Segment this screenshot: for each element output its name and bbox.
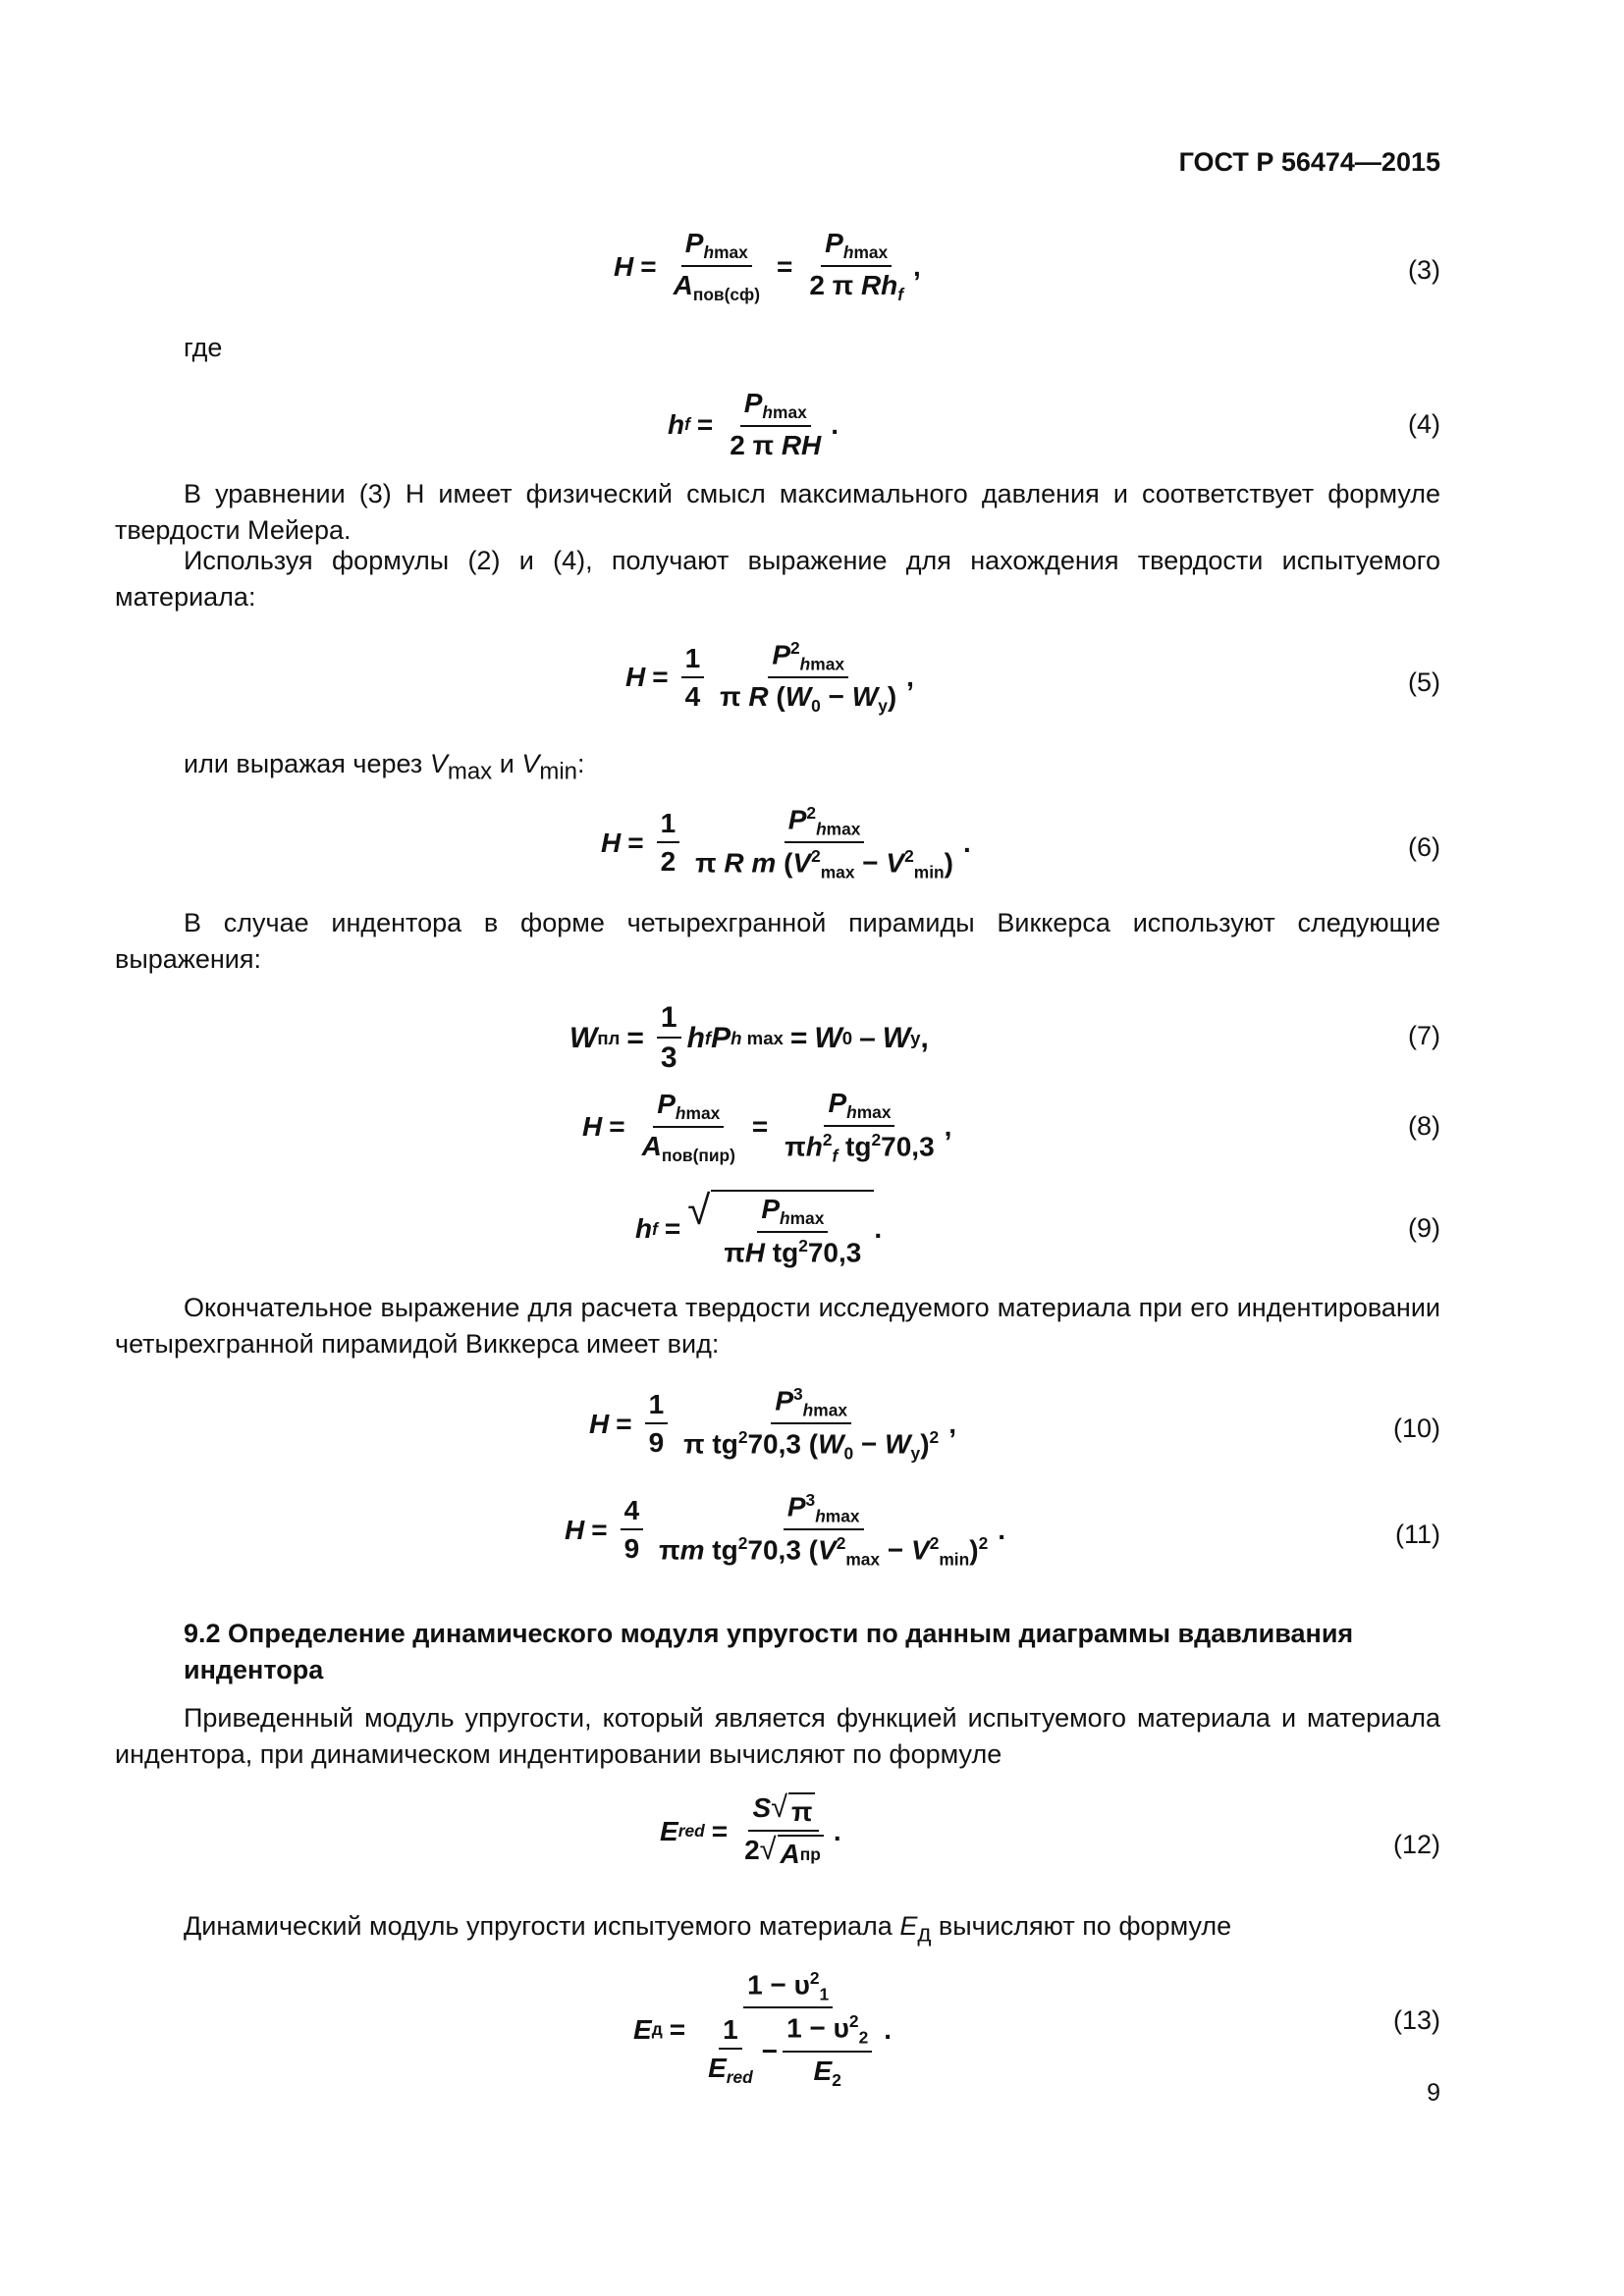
p7-tail: вычисляют по формуле (938, 1911, 1232, 1941)
section-heading-9-2: 9.2 Определение динамического модуля упругости по данным диаграммы вдавливания индентора (184, 1619, 1354, 1684)
v-symbol: V (521, 749, 540, 778)
equation-number: (8) (1408, 1111, 1440, 1141)
paragraph-dynamic-modulus (184, 1908, 1440, 1951)
formula-8: H = $P_{hmax}$ $A_{пов(пир)}$ = $P_{hmax}$ $\pi h^2_f$ $tg^270,3$ , (582, 1088, 952, 1166)
paragraph-using-formulas: Используя формулы (2) и (4), получают выражение для нахождения твердости испытуемого материала: (115, 546, 1440, 612)
v-symbol: V (429, 749, 448, 778)
formula-7: W пл = $\frac{1}{3}$ h f P h max = W 0 – W у , (569, 1001, 929, 1074)
equation-number: (3) (1408, 255, 1440, 285)
e-subscript: д (917, 1920, 932, 1948)
min-subscript: min (539, 758, 577, 785)
paragraph-vickers: В случае индентора в форме четырехгранной пирамиды Виккерса используют следующие выражения: (115, 908, 1440, 974)
equation-number: (12) (1392, 1830, 1440, 1859)
equation-number: (6) (1408, 832, 1440, 862)
equation-number: (10) (1392, 1414, 1440, 1443)
max-subscript: max (447, 758, 493, 785)
e-symbol: E (899, 1911, 918, 1941)
formula-3: H = $P_{hmax}$ $A_{пов(сф)}$ = $P_{hmax}$ 2 π $Rh_f$ , (614, 228, 921, 305)
formula-11: H = $\frac{4}{9}$ $P^3_{hmax}$ πm $tg^270,3$ $(V^2_{max} - V^2_{min})^2$ . (565, 1490, 1005, 1570)
formula-13: E д = $1 - \upsilon^2_1$ 1 $E_{red}$ − $\frac{1 - \upsilon^2_2}{E_2}$ . (633, 1968, 893, 2090)
equation-number: (11) (1394, 1520, 1440, 1549)
formula-6: H = $\frac{1}{2}$ $P^2_{hmax}$ π R m $(V^2_{max} - V^2_{min})$ . (601, 803, 971, 882)
formula-9: h f = √ $P_{hmax}$ πH $tg^270,3$ . (635, 1187, 883, 1268)
paragraph-meyer: В уравнении (3) H имеет физический смысл максимального давления и соответствует формуле твердости Мейера. (115, 479, 1440, 545)
equation-number: (9) (1408, 1213, 1440, 1243)
and-word: и (499, 749, 514, 778)
equation-number: (5) (1408, 667, 1440, 697)
where-label: где (184, 333, 223, 362)
page-number: 9 (1427, 2079, 1440, 2107)
equation-number: (7) (1408, 1021, 1440, 1050)
paragraph-reduced-modulus: Приведенный модуль упругости, который является функцией испытуемого материала и материала индентора, при динамическом индентировании вычисляют по формуле (115, 1703, 1440, 1769)
standard-header: ГОСТ Р 56474—2015 (1178, 147, 1440, 177)
formula-5: H = $\frac{1}{4}$ $P^2_{hmax}$ π R $(W_0 - W_у)$ , (625, 638, 914, 717)
formula-12: E red = S √ π 2 √ A пр . (660, 1789, 841, 1869)
formula-4: h f = $P_{hmax}$ 2 π RH . (668, 388, 839, 461)
p7-text: Динамический модуль упругости испытуемого материала (184, 1911, 893, 1941)
formula-10: H = $\frac{1}{9}$ $P^3_{hmax}$ π $tg^270,3$ $(W_0 - W_у)^2$ , (589, 1384, 956, 1464)
equation-number: (13) (1392, 2005, 1440, 2035)
paragraph-express-via-v: или выражая через $V_{max}$ и $V_{min}$: (184, 749, 585, 785)
paragraph-final-expression: Окончательное выражение для расчета твердости исследуемого материала при его индентировании четырехгранной пирамидой Виккерса имеет вид: (115, 1293, 1440, 1359)
p3-text: или выражая через (184, 749, 423, 778)
equation-number: (4) (1408, 409, 1440, 439)
